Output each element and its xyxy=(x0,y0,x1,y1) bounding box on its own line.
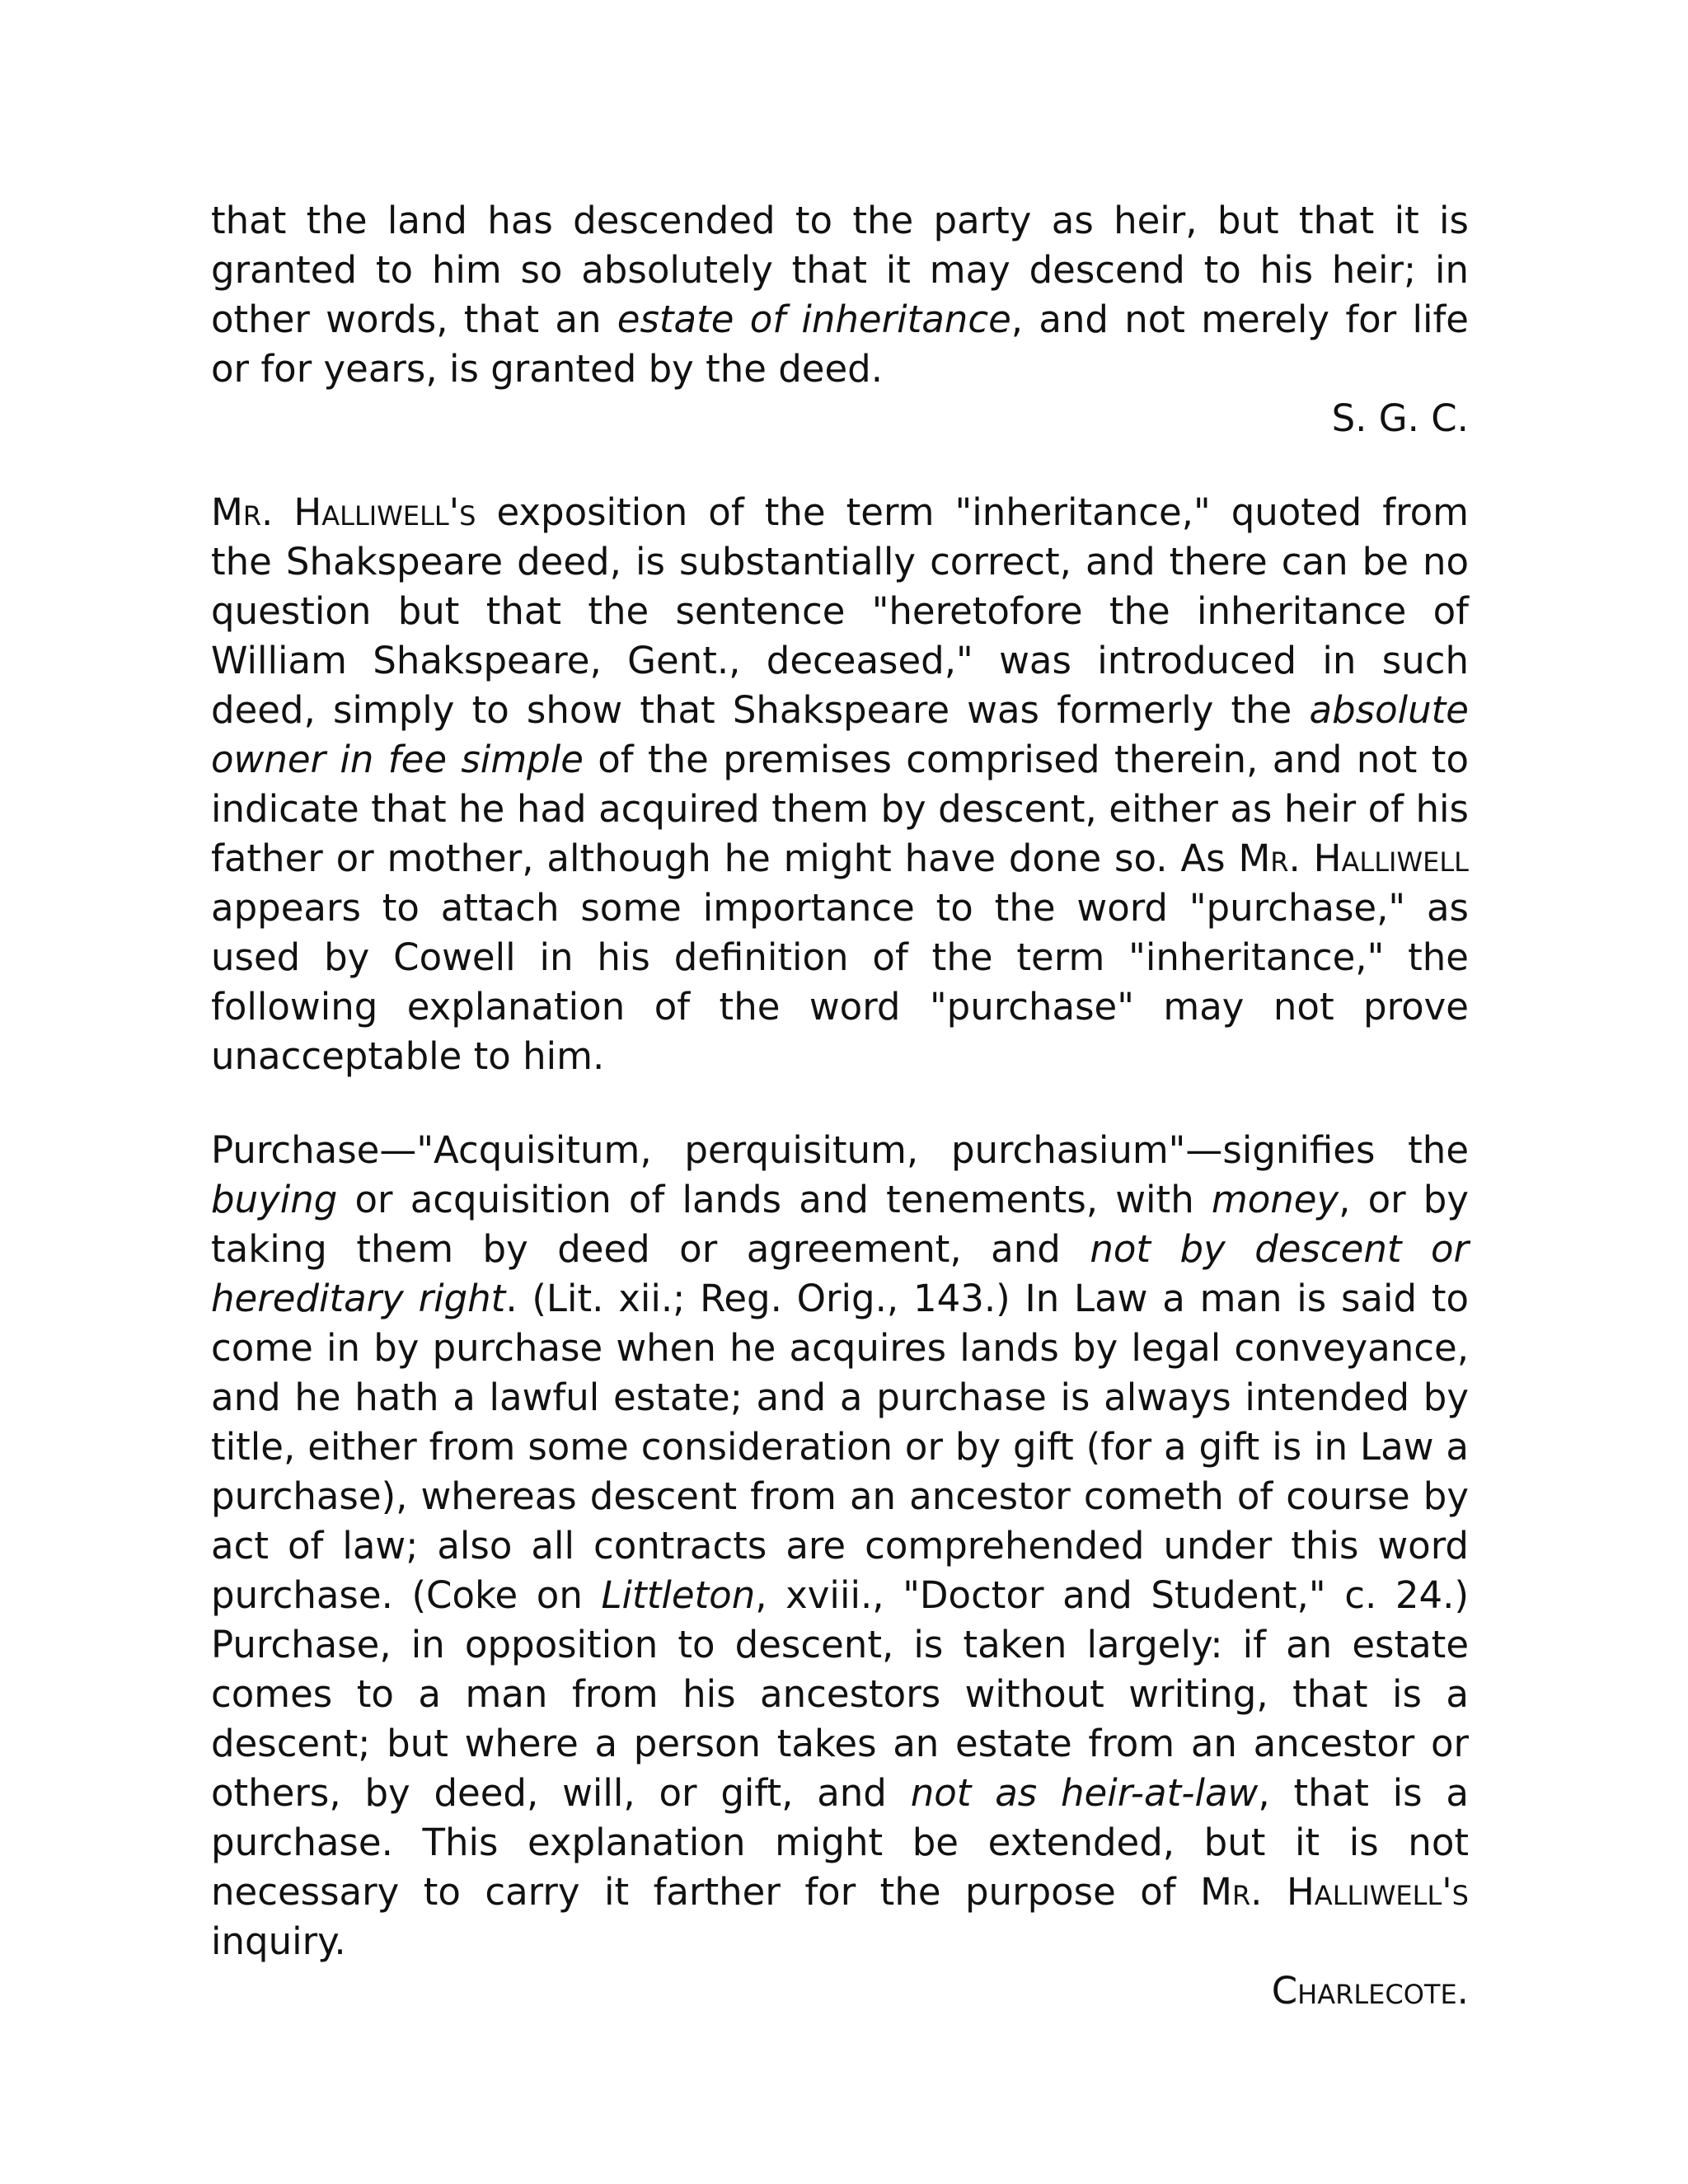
paragraph-gap xyxy=(211,1081,1469,1126)
text-run: that the land has descended to the party as heir, but that it is granted to him so absolutely that it may descend to his heir; in other words, that an xyxy=(211,199,1469,341)
text-run: appears to attach some importance to the word "purchase," as used by Cowell in his definition of the term "inheritance," the following explanation of the word "purchase" may not prove unacceptable to him. xyxy=(211,886,1469,1078)
small-caps-name: Mr. Halliwell's xyxy=(1200,1870,1469,1914)
italic-phrase: Littleton xyxy=(601,1573,756,1617)
signature-charlecote: Charlecote. xyxy=(1271,1969,1469,2013)
text-run: , or by taking them by deed or agreement, and xyxy=(211,1178,1469,1271)
small-caps-name: Mr. Halliwell xyxy=(1238,837,1469,880)
paragraph-halliwell-exposition xyxy=(211,488,1469,1081)
small-caps-name: Mr. Halliwell's xyxy=(211,490,476,534)
text-run: of the premises comprised therein, and not to indicate that he had acquired them by descent, either as heir of his father or mother, although he might have done so. As xyxy=(211,738,1469,880)
text-run: , that is a purchase. This explanation might be extended, but it is not necessary to carry it farther for the purpose of xyxy=(211,1771,1470,1914)
paragraph-purchase-definition xyxy=(211,1126,1469,1966)
text-run: , and not merely for life or for years, is granted by the deed. xyxy=(211,298,1469,391)
text-run: Purchase—"Acquisitum, perquisitum, purchasium"—signifies the xyxy=(211,1128,1469,1172)
text-run: inquiry. xyxy=(211,1919,346,1963)
text-run: , xviii., "Doctor and Student," c. 24.) Purchase, in opposition to descent, is taken largely: if an estate comes to a man from his ancestors without writing, that is a descent; but where a person takes an estate from an ancestor or others, by deed, will, or gift, and xyxy=(211,1573,1470,1815)
italic-phrase: absolute owner in fee simple xyxy=(211,688,1469,781)
italic-phrase: not by descent or hereditary right xyxy=(211,1227,1470,1320)
text-run: . (Lit. xii.; Reg. Orig., 143.) In Law a man is said to come in by purchase when he acquires lands by legal conveyance, and he hath a lawful estate; and a purchase is always intended by title, either from some consideration or by gift (for a gift is in Law a purchase), whereas descent from an ancestor cometh of course by act of law; also all contracts are comprehended under this word purchase. (Coke on xyxy=(211,1277,1469,1617)
italic-phrase: not as heir-at-law xyxy=(910,1771,1259,1815)
paragraph-gap xyxy=(211,443,1469,488)
signature-sgc: S. G. C. xyxy=(1331,396,1469,440)
text-run: or acquisition of lands and tenements, with xyxy=(337,1178,1212,1221)
italic-phrase: estate of inheritance xyxy=(617,298,1011,341)
italic-phrase: money xyxy=(1211,1178,1339,1221)
italic-phrase: buying xyxy=(211,1178,338,1221)
document-page xyxy=(211,196,1469,2016)
paragraph-inheritance-conclusion xyxy=(211,196,1469,394)
text-run: exposition of the term "inheritance," quoted from the Shakspeare deed, is substantially correct, and there can be no question but that the sentence "heretofore the inheritance of William Shakspeare, Gent., deceased," was introduced in such deed, simply to show that Shakspeare was formerly the xyxy=(211,490,1469,732)
